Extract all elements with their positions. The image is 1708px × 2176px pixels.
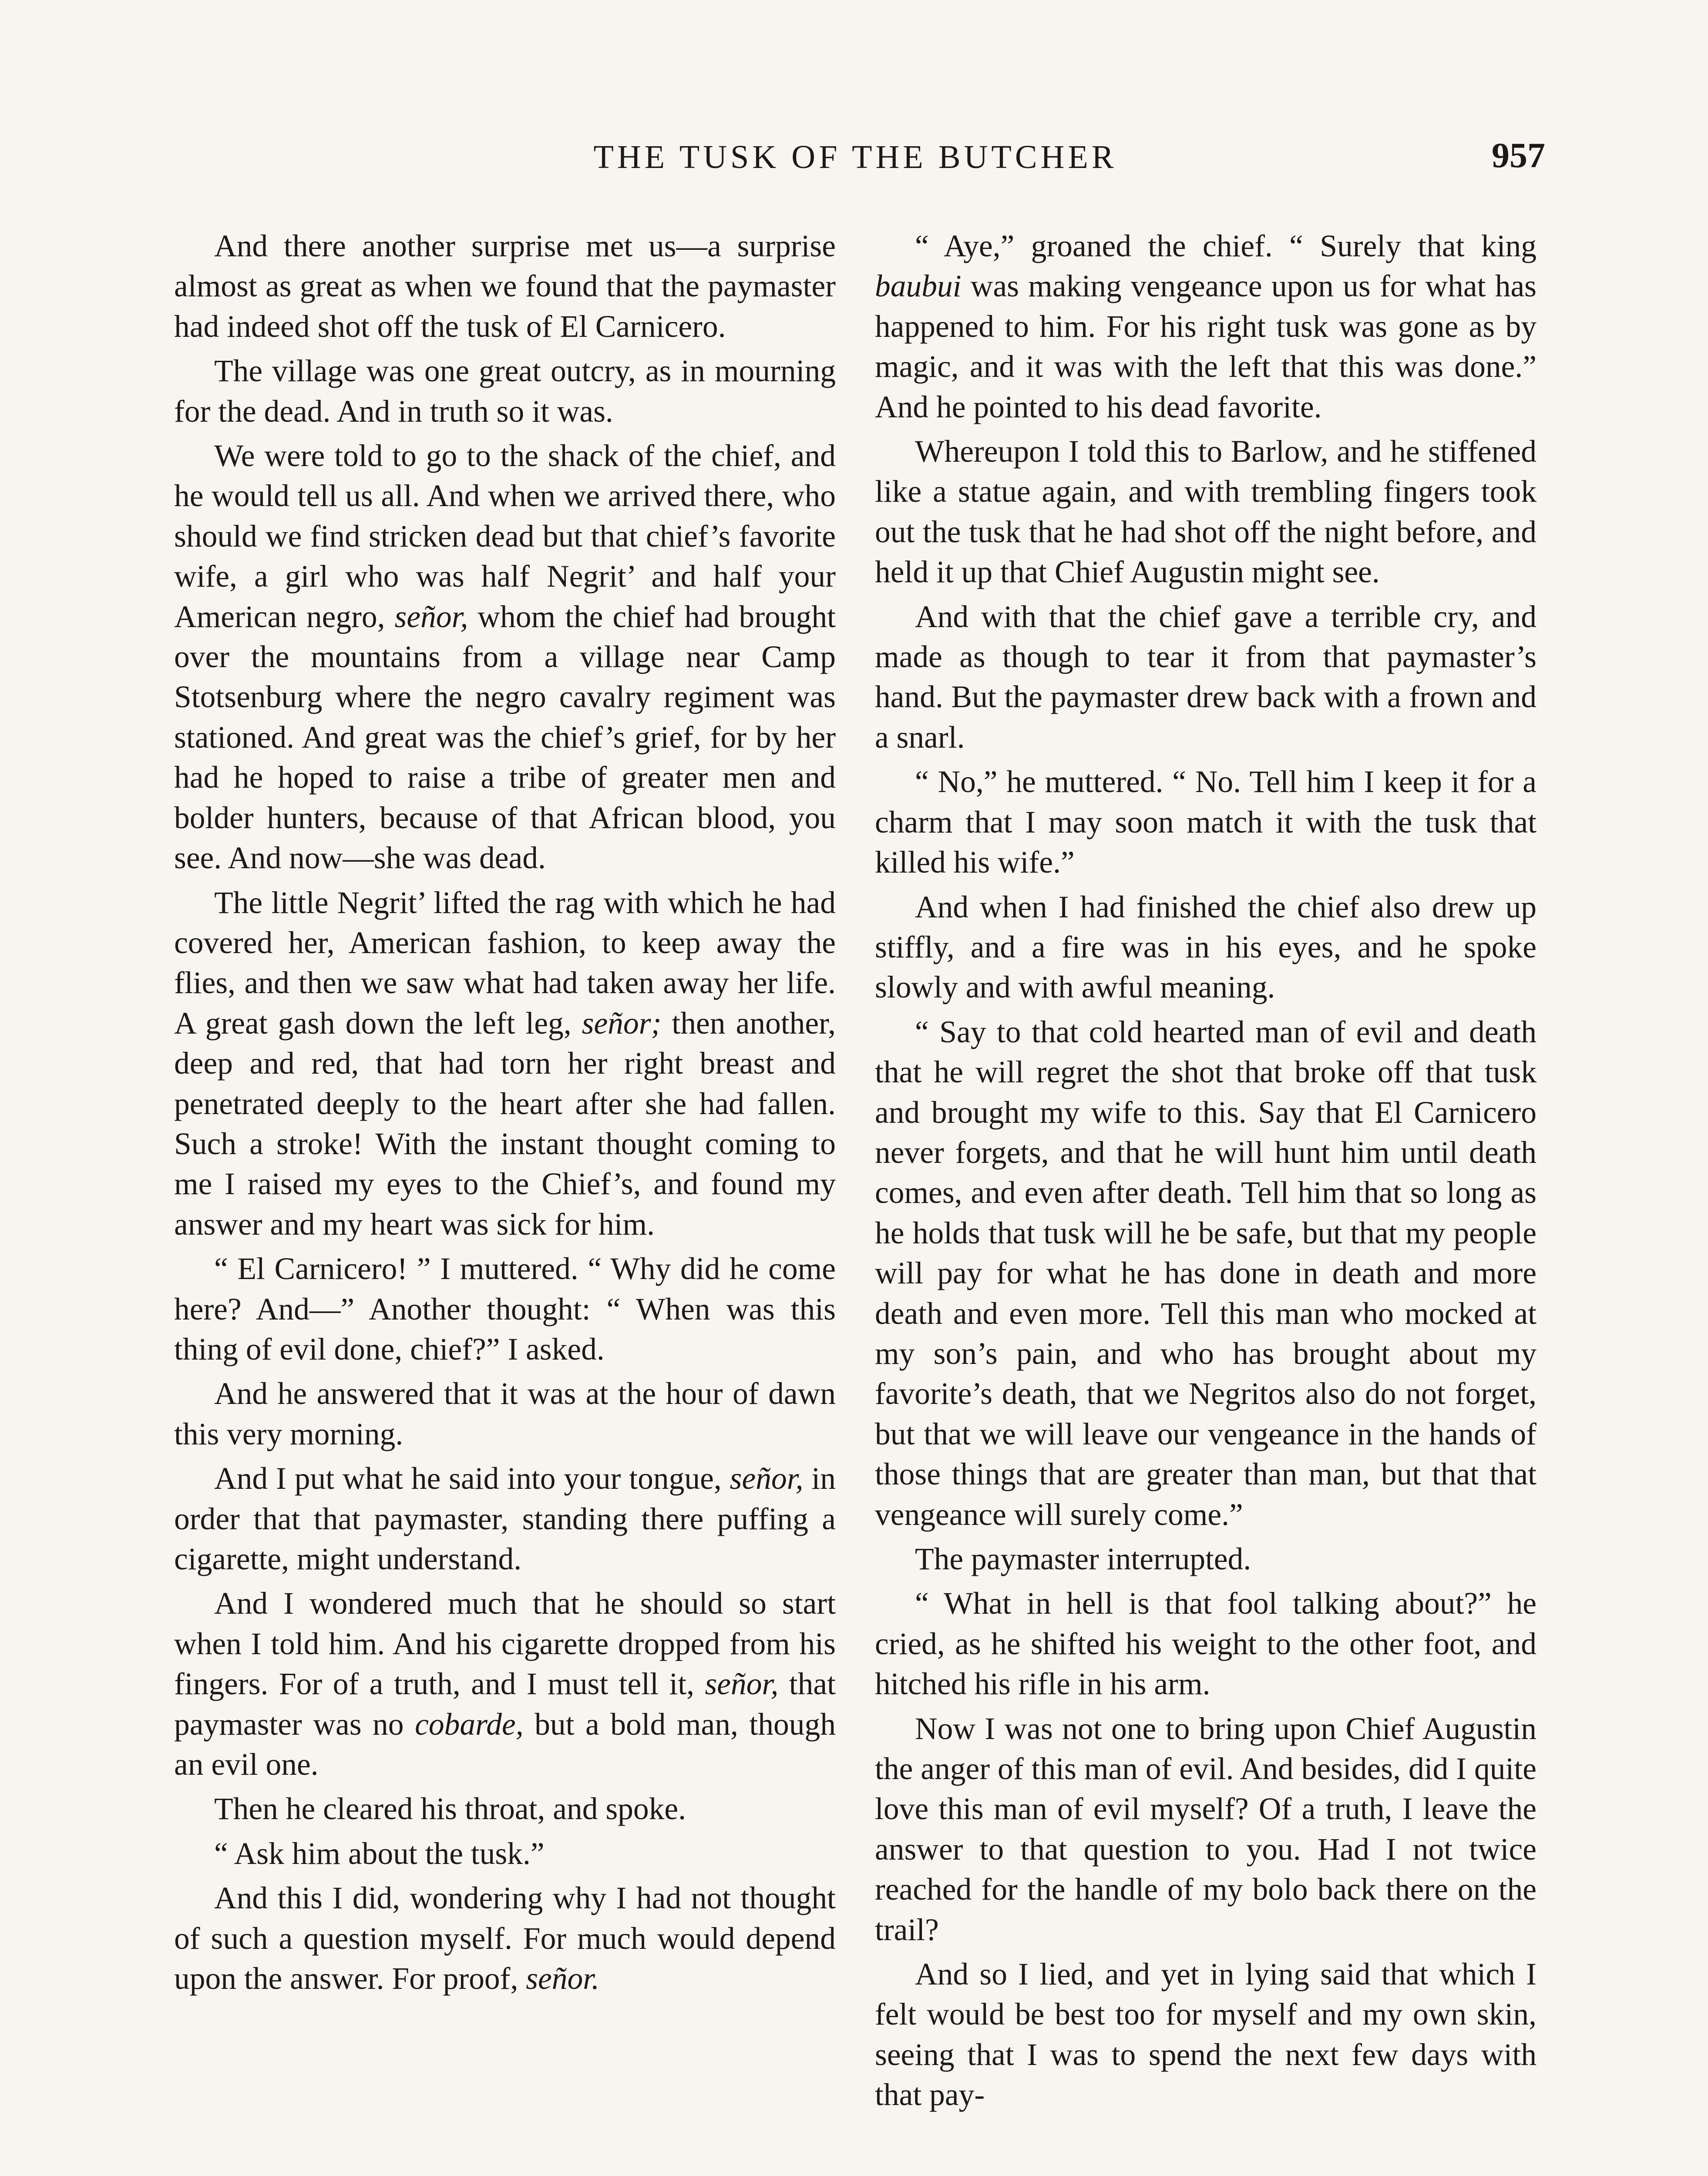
text-run: “ Ask him about the tusk.” [214, 1836, 545, 1871]
page-header [174, 135, 1545, 191]
text-run: The little Negrit’ lifted the rag with which he had covered her, American fashion, to keep away the flies, and then we saw what had taken away her life. A great gash down the left leg, [174, 885, 836, 1041]
italic-text: señor; [582, 1006, 662, 1041]
running-head: THE TUSK OF THE BUTCHER [593, 139, 1117, 175]
paragraph [875, 1584, 1537, 1704]
text-run: Whereupon I told this to Barlow, and he stiffened like a statue again, and with trembling fingers took out the tusk that he had shot off the night before, and held it up that Chief Augustin might see. [875, 434, 1537, 590]
paragraph [875, 1954, 1537, 2116]
text-run: then another, deep and red, that had torn her right breast and penetrated deeply to the heart after she had fallen. Such a stroke! With the instant thought coming to me I raised my eyes to the Chief’s, and found my answer and my heart was sick for him. [174, 1006, 836, 1242]
text-run: but a bold man, though an evil one. [174, 1707, 836, 1782]
paragraph [174, 883, 836, 1245]
text-run: Now I was not one to bring upon Chief Augustin the anger of this man of evil. And besides, did I quite love this man of evil myself? Of a truth, I leave the answer to that question to you. Had I not twice reached for the handle of my bolo back there on the trail? [875, 1711, 1537, 1947]
paragraph [875, 887, 1537, 1008]
text-run: And when I had finished the chief also drew up stiffly, and a fire was in his eyes, and he spoke slowly and with awful meaning. [875, 890, 1537, 1005]
text-run: “ Say to that cold hearted man of evil and death that he will regret the shot that broke off that tusk and brought my wife to this. Say that El Carnicero never forgets, and that he will hunt him until death comes, and even after death. Tell him that so long as he holds that tusk will he be safe, but that my people will pay for what he has done in death and more death and even more. Tell this man who mocked at my son’s pain, and who has brought about my favorite’s death, that we Negritos also do not forget, but that we will leave our vengeance in the hands of those things that are greater than man, but that that vengeance will surely come.” [875, 1014, 1537, 1532]
italic-text: baubui [875, 269, 962, 304]
text-run: And I put what he said into your tongue, [214, 1461, 730, 1496]
italic-text: señor, [705, 1667, 779, 1702]
text-run: in order that that paymaster, standing there puffing a cigarette, might understand. [174, 1461, 836, 1576]
text-run: The village was one great outcry, as in mourning for the dead. And in truth so it was. [174, 354, 836, 429]
text-run: The paymaster interrupted. [915, 1542, 1251, 1576]
paragraph [174, 1878, 836, 1999]
text-run: And I wondered much that he should so start when I told him. And his cigarette dropped from his fingers. For of a truth, and I must tell it, [174, 1586, 836, 1702]
right-column [875, 226, 1537, 2116]
paragraph [875, 1709, 1537, 1950]
paragraph [875, 432, 1537, 593]
text-run: “ What in hell is that fool talking about?” he cried, as he shifted his weight to the other foot, and hitched his rifle in his arm. [875, 1586, 1537, 1702]
text-run: that paymaster was no [174, 1667, 836, 1742]
paragraph [875, 1012, 1537, 1535]
text-run: “ No,” he muttered. “ No. Tell him I keep it for a charm that I may soon match it with the tusk that killed his wife.” [875, 765, 1537, 880]
paragraph [174, 1459, 836, 1579]
text-run: whom the chief had brought over the mountains from a village near Camp Stotsenburg where the negro cavalry regiment was stationed. And great was the chief’s grief, for by her had he hoped to raise a tribe of greater men and bolder hunters, because of that African blood, you see. And now—she was dead. [174, 599, 836, 876]
text-run: was making vengeance upon us for what has happened to him. For his right tusk was gone as by magic, and it was with the left that this was done.” And he pointed to his dead favorite. [875, 269, 1537, 424]
text-run: And there another surprise met us—a surprise almost as great as when we found that the paymaster had indeed shot off the tusk of El Carnicero. [174, 229, 836, 344]
paragraph [174, 1789, 836, 1829]
paragraph [174, 226, 836, 347]
left-column [174, 226, 836, 1999]
paragraph [875, 597, 1537, 758]
text-run: “ El Carnicero! ” I muttered. “ Why did he come here? And—” Another thought: “ When was this thing of evil done, chief?” I asked. [174, 1252, 836, 1367]
paragraph [174, 1584, 836, 1785]
paragraph [174, 351, 836, 432]
paragraph [875, 1539, 1537, 1579]
italic-text: señor. [526, 1961, 600, 1996]
page-number: 957 [1492, 135, 1545, 175]
paragraph [875, 226, 1537, 427]
paragraph [174, 1249, 836, 1370]
text-run: Then he cleared his throat, and spoke. [214, 1792, 686, 1827]
italic-text: señor, [394, 599, 468, 634]
text-run: “ Aye,” groaned the chief. “ Surely that king [915, 229, 1537, 263]
paragraph [174, 436, 836, 878]
italic-text: señor, [730, 1461, 804, 1496]
paragraph [174, 1374, 836, 1454]
text-run: And this I did, wondering why I had not thought of such a question myself. For much would depend upon the answer. For proof, [174, 1881, 836, 1996]
text-run: And with that the chief gave a terrible cry, and made as though to tear it from that paymaster’s hand. But the paymaster drew back with a frown and a snarl. [875, 599, 1537, 755]
paragraph [875, 762, 1537, 883]
text-run: And so I lied, and yet in lying said that which I felt would be best too for myself and my own skin, seeing that I was to spend the next few days with that pay- [875, 1957, 1537, 2112]
text-run: And he answered that it was at the hour of dawn this very morning. [174, 1377, 836, 1451]
italic-text: cobarde, [415, 1707, 524, 1742]
paragraph [174, 1834, 836, 1874]
text-run: We were told to go to the shack of the chief, and he would tell us all. And when we arrived there, who should we find stricken dead but that chief’s favorite wife, a girl who was half Negrit’ and half your American negro, [174, 439, 836, 634]
